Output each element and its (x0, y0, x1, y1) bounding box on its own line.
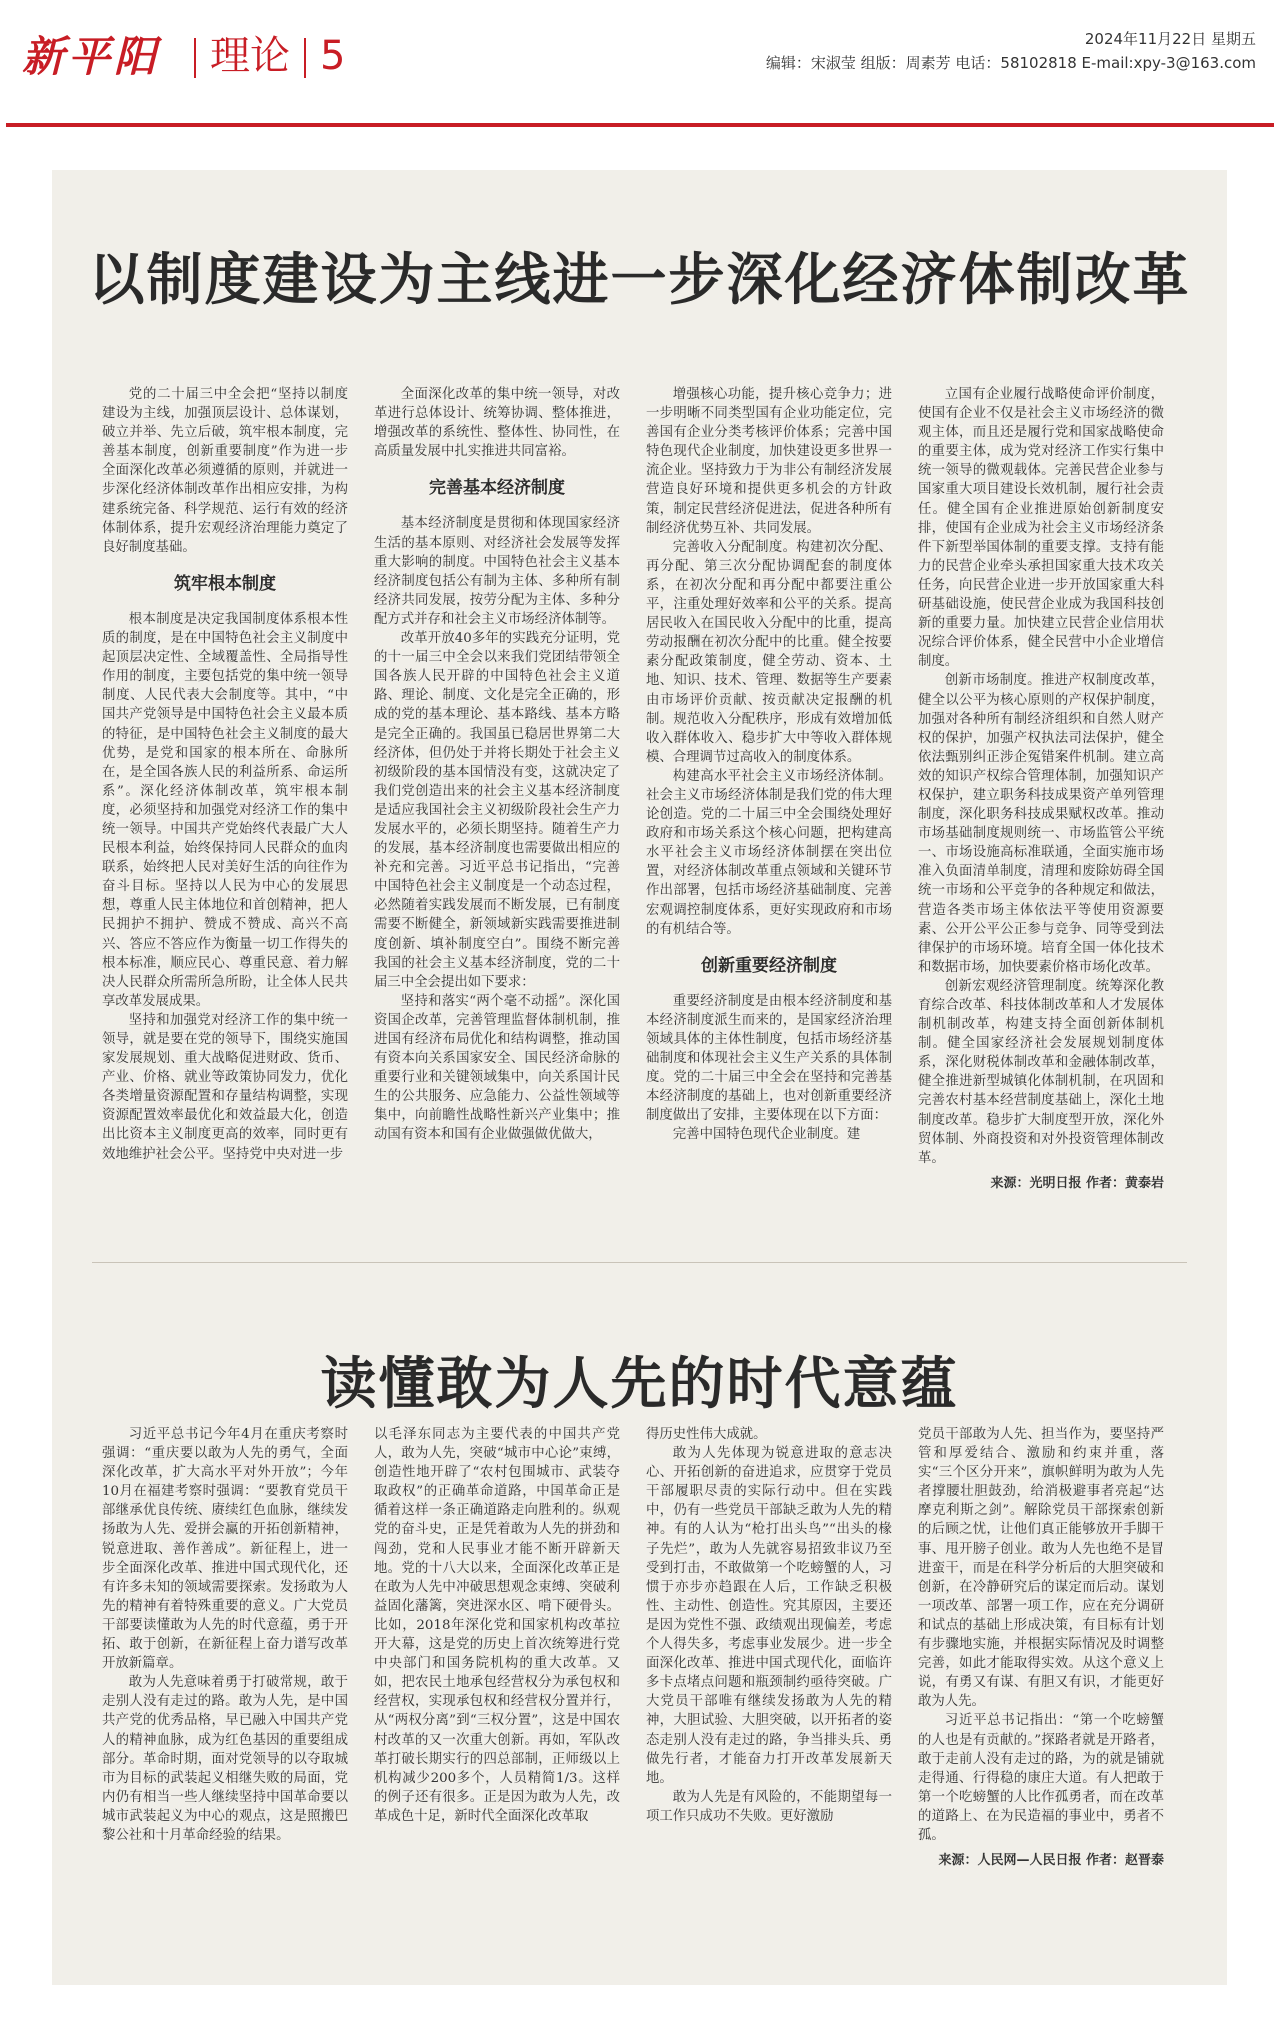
paragraph: 坚持和加强党对经济工作的集中统一领导，就是要在党的领导下，围绕实施国家发展规划、重大战略促进财政、货币、产业、价格、就业等政策协同发力，优化各类增量资源配置和存量结构调整，实现资源配置效率最优化和效益最大化，创造出比资本主义制度更高的效率，同时更有效地维护社会公平。坚持党中央对进一步 (102, 1012, 348, 1162)
subheading: 完善基本经济制度 (429, 478, 565, 499)
paragraph: 敢为人先意味着勇于打破常规，敢于走别人没有走过的路。敢为人先，是中国共产党的优秀品格，早已融入中国共产党人的精神血脉，成为红色基因的重要组成部分。革命时期，面对党领导的以夺取城市为目标的武装起义相继失败的局面，党内仍有相当一些人继续坚持中国革命要以城市武装起义为中心的观点，这是照搬巴黎公社和十月革命经验的结果。 (102, 1675, 348, 1843)
article-source: 来源：人民网—人民日报 作者：赵晋泰 (938, 1853, 1164, 1869)
paragraph: 完善收入分配制度。构建初次分配、再分配、第三次分配协调配套的制度体系，在初次分配和再分配中都要注重公平，注重处理好效率和公平的关系。提高居民收入在国民收入分配中的比重，提高劳动报酬在初次分配中的比重。健全按要素分配政策制度，健全劳动、资本、土地、知识、技术、管理、数据等生产要素由市场评价贡献、按贡献决定报酬的机制。规范收入分配秩序，形成有效增加低收入群体收入、稳步扩大中等收入群体规模、合理调节过高收入的制度体系。 (646, 539, 892, 765)
paragraph: 得历史性伟大成就。 (646, 1427, 767, 1442)
article1-column-4 (918, 385, 1164, 1193)
paragraph: 以毛泽东同志为主要代表的中国共产党人，敢为人先，突破“城市中心论”束缚，创造性地开辟了“农村包围城市、武装夺取政权”的正确革命道路，中国革命正是循着这样一条正确道路走向胜利的。纵观党的奋斗史，正是凭着敢为人先的拼劲和闯劲，党和人民事业才能不断开辟新天地。党的十八大以来，全面深化改革正是在敢为人先中冲破思想观念束缚、突破利益固化藩篱，突进深水区、啃下硬骨头。比如，2018年深化党和国家机构改革拉开大幕，这是党的历史上首次统筹进行党中央部门和国务院机构的重大改革。又如，把农民土地承包经营权分为承包权和经营权，实现承包权和经营权分置并行，从“两权分离”到“三权分置”，这是中国农村改革的又一次重大创新。再如，军队改革打破长期实行的四总部制，正师级以上机构减少200多个，人员精简1/3。这样的例子还有很多。正是因为敢为人先，改革成色十足，新时代全面深化改革取 (374, 1427, 620, 1824)
article2-headline: 读懂敢为人先的时代意蕴 (320, 1352, 959, 1417)
paragraph: 习近平总书记指出：“第一个吃螃蟹的人也是有贡献的。”探路者就是开路者，敢于走前人没有走过的路，为的就是铺就走得通、行得稳的康庄大道。有人把敢于第一个吃螃蟹的人比作孤勇者，而在改革的道路上、在为民造福的事业中，勇者不孤。 (918, 1713, 1164, 1843)
masthead (0, 0, 1280, 130)
paragraph: 构建高水平社会主义市场经济体制。社会主义市场经济体制是我们党的伟大理论创造。党的二十届三中全会围绕处理好政府和市场关系这个核心问题，把构建高水平社会主义市场经济体制摆在突出位置，对经济体制改革重点领域和关键环节作出部署，包括市场经济基础制度、完善宏观调控制度体系，更好实现政府和市场的有机结合等。 (646, 768, 892, 937)
paragraph: 立国有企业履行战略使命评价制度，使国有企业不仅是社会主义市场经济的微观主体，而且还是履行党和国家战略使命的重要主体，成为党对经济工作实行集中统一领导的微观载体。完善民营企业参与国家重大项目建设长效机制，履行社会责任。健全国有企业推进原始创新制度安排，使国有企业成为社会主义市场经济条件下新型举国体制的重要支撑。支持有能力的民营企业牵头承担国家重大技术攻关任务，向民营企业进一步开放国家重大科研基础设施，使民营企业成为我国科技创新的重要力量。加快建立民营企业信用状况综合评价体系，健全民营中小企业增信制度。 (918, 387, 1164, 670)
article2-column-2 (374, 1425, 620, 1826)
paragraph: 改革开放40多年的实践充分证明，党的十一届三中全会以来我们党团结带领全国各族人民开辟的中国特色社会主义道路、理论、制度、文化是完全正确的，形成的党的基本理论、基本路线、基本方略是完全正确的。我国虽已稳居世界第二大经济体，但仍处于并将长期处于社会主义初级阶段的基本国情没有变，这就决定了我们党创造出来的社会主义基本经济制度是适应我国社会主义初级阶段社会生产力发展水平的，必须长期坚持。随着生产力的发展，基本经济制度也需要做出相应的补充和完善。习近平总书记指出，“完善中国特色社会主义制度是一个动态过程，必然随着实践发展而不断发展，已有制度需要不断健全，新领域新实践需要推进制度创新、填补制度空白”。围绕不断完善我国的社会主义基本经济制度，党的二十届三中全会提出如下要求： (374, 631, 620, 990)
page-number: 5 (320, 33, 346, 79)
paragraph: 创新宏观经济管理制度。统筹深化教育综合改革、科技体制改革和人才发展体制机制改革，构建支持全面创新体制机制。健全国家经济社会发展规划制度体系，深化财税体制改革和金融体制改革，健全推进新型城镇化体制机制，在巩固和完善农村基本经营制度基础上，深化土地制度改革。稳步扩大制度型开放，深化外贸体制、外商投资和对外投资管理体制改革。 (918, 978, 1164, 1166)
article2-column-4 (918, 1425, 1164, 1870)
paragraph: 重要经济制度是由根本经济制度和基本经济制度派生而来的，是国家经济治理领域具体的主体性制度，包括市场经济基础制度和体现社会主义生产关系的具体制度。党的二十届三中全会在坚持和完善基本经济制度的基础上，也对创新重要经济制度做出了安排，主要体现在以下方面： (646, 993, 892, 1124)
newspaper-logo: 新平阳 (22, 32, 161, 81)
issue-date: 2024年11月22日 星期五 (1084, 30, 1256, 48)
article2-column-1 (102, 1425, 348, 1845)
paragraph: 全面深化改革的集中统一领导，对改革进行总体设计、统筹协调、整体推进，增强改革的系统性、整体性、协同性，在高质量发展中扎实推进共同富裕。 (374, 387, 620, 460)
paragraph: 坚持和落实“两个毫不动摇”。深化国资国企改革，完善管理监督体制机制，推进国有经济布局优化和结构调整，推动国有资本向关系国家安全、国民经济命脉的重要行业和关键领域集中，向关系国计民生的公共服务、应急能力、公益性领域等集中，向前瞻性战略性新兴产业集中；推动国有资本和国有企业做强做优做大， (374, 993, 620, 1143)
paragraph: 基本经济制度是贯彻和体现国家经济生活的基本原则、对经济社会发展等发挥重大影响的制度。中国特色社会主义基本经济制度包括公有制为主体、多种所有制经济共同发展，按劳分配为主体、多种分配方式并存和社会主义市场经济体制等。 (374, 516, 620, 627)
content-panel (52, 170, 1227, 1985)
article1-column-1 (102, 385, 348, 1164)
article1-headline: 以制度建设为主线进一步深化经济体制改革 (88, 248, 1191, 313)
paragraph: 敢为人先体现为锐意进取的意志决心、开拓创新的奋进追求，应贯穿于党员干部履职尽责的实际行动中。但在实践中，仍有一些党员干部缺乏敢为人先的精神。有的人认为“枪打出头鸟”“出头的椽子先烂”，敢为人先就容易招致非议乃至受到打击，不敢做第一个吃螃蟹的人，习惯于亦步亦趋跟在人后，工作缺乏积极性、主动性、创造性。究其原因，主要还是因为党性不强、政绩观出现偏差，考虑个人得失多，考虑事业发展少。进一步全面深化改革、推进中国式现代化，面临许多卡点堵点问题和瓶颈制约亟待突破。广大党员干部唯有继续发扬敢为人先的精神，大胆试验、大胆突破，以开拓者的姿态走别人没有走过的路，争当排头兵、勇做先行者，才能奋力打开改革发展新天地。 (646, 1446, 892, 1786)
paragraph: 增强核心功能，提升核心竞争力；进一步明晰不同类型国有企业功能定位，完善国有企业分类考核评价体系；完善中国特色现代企业制度，加快建设更多世界一流企业。坚持致力于为非公有制经济发展营造良好环境和提供更多机会的方针政策，制定民营经济促进法，促进各种所有制经济优势互补、共同发展。 (646, 387, 892, 536)
editor-info: 编辑：宋淑莹 组版：周素芳 电话：58102818 E-mail:xpy-3@163.com (765, 54, 1256, 72)
section-header (180, 24, 345, 81)
paragraph: 敢为人先是有风险的，不能期望每一项工作只成功不失败。更好激励 (646, 1789, 892, 1824)
paragraph: 根本制度是决定我国制度体系根本性质的制度，是在中国特色社会主义制度中起顶层决定性、全域覆盖性、全局指导性作用的制度，主要包括党的集中统一领导制度、人民代表大会制度等。其中，“中国共产党领导是中国特色社会主义最本质的特征，是中国特色社会主义制度的最大优势，是党和国家的根本所在、命脉所在，是全国各族人民的利益所系、命运所系”。深化经济体制改革，筑牢根本制度，必须坚持和加强党对经济工作的集中统一领导。中国共产党始终代表最广大人民根本利益，始终保持同人民群众的血肉联系，始终把人民对美好生活的向往作为奋斗目标。坚持以人民为中心的发展思想，尊重人民主体地位和首创精神，把人民拥护不拥护、赞成不赞成、高兴不高兴、答应不答应作为衡量一切工作得失的根本标准，顺应民心、尊重民意、着力解决人民群众所需所急所盼，让全体人民共享改革发展成果。 (102, 611, 348, 1009)
paragraph: 党员干部敢为人先、担当作为，要坚持严管和厚爱结合、激励和约束并重，落实“三个区分开来”，旗帜鲜明为敢为人先者撑腰壮胆鼓劲，给消极避事者亮起“达摩克利斯之剑”。解除党员干部探索创新的后顾之忧，让他们真正能够放开手脚干事、甩开膀子创业。敢为人先也绝不是冒进蛮干，而是在科学分析后的大胆突破和创新，在冷静研究后的谋定而后动。谋划一项改革、部署一项工作，应在充分调研和试点的基础上形成决策，有目标有计划有步骤地实施，并根据实际情况及时调整完善，如此才能取得实效。从这个意义上说，有勇又有谋、有胆又有识，才能更好敢为人先。 (918, 1427, 1164, 1710)
paragraph: 创新市场制度。推进产权制度改革，健全以公平为核心原则的产权保护制度，加强对各种所有制经济组织和自然人财产权的保护，加强产权执法司法保护，健全依法甄别纠正涉企冤错案件机制。建立高效的知识产权综合管理体制，加强知识产权保护，建立职务科技成果资产单列管理制度，深化职务科技成果赋权改革。推动市场基础制度规则统一、市场监管公平统一、市场设施高标准联通，全面实施市场准入负面清单制度，清理和废除妨碍全国统一市场和公平竞争的各种规定和做法，营造各类市场主体依法平等使用资源要素、公开公平公正参与竞争、同等受到法律保护的市场环境。培育全国一体化技术和数据市场，加快要素价格市场化改革。 (918, 673, 1164, 975)
subheading: 筑牢根本制度 (174, 573, 276, 594)
section-divider (304, 38, 306, 78)
article1-column-3 (646, 385, 892, 1145)
paragraph: 党的二十届三中全会把“坚持以制度建设为主线，加强顶层设计、总体谋划，破立并举、先立后破，筑牢根本制度，完善基本制度，创新重要制度”作为进一步全面深化改革必须遵循的原则，并就进一步深化经济体制改革作出相应安排，为构建系统完备、科学规范、运行有效的经济体制体系，提升宏观经济治理能力奠定了良好制度基础。 (102, 387, 348, 555)
section-divider (194, 38, 196, 78)
article-source: 来源：光明日报 作者：黄泰岩 (990, 1175, 1164, 1191)
article1-column-2 (374, 385, 620, 1145)
article2-column-3 (646, 1425, 892, 1826)
article-divider (92, 1262, 1187, 1263)
paragraph: 习近平总书记今年4月在重庆考察时强调：“重庆要以敢为人先的勇气，全面深化改革，扩大高水平对外开放”；今年10月在福建考察时强调：“要教育党员干部继承优良传统、赓续红色血脉，继续发扬敢为人先、爱拼会赢的开拓创新精神，锐意进取、善作善成”。新征程上，进一步全面深化改革、推进中国式现代化，还有许多未知的领域需要探索。发扬敢为人先的精神有着特殊重要的意义。广大党员干部要读懂敢为人先的时代意蕴，勇于开拓、敢于创新，在新征程上奋力谱写改革开放新篇章。 (102, 1427, 348, 1672)
subheading: 创新重要经济制度 (701, 955, 837, 976)
masthead-rule (6, 123, 1274, 127)
section-name: 理论 (210, 33, 290, 79)
paragraph: 完善中国特色现代企业制度。建 (672, 1127, 861, 1143)
